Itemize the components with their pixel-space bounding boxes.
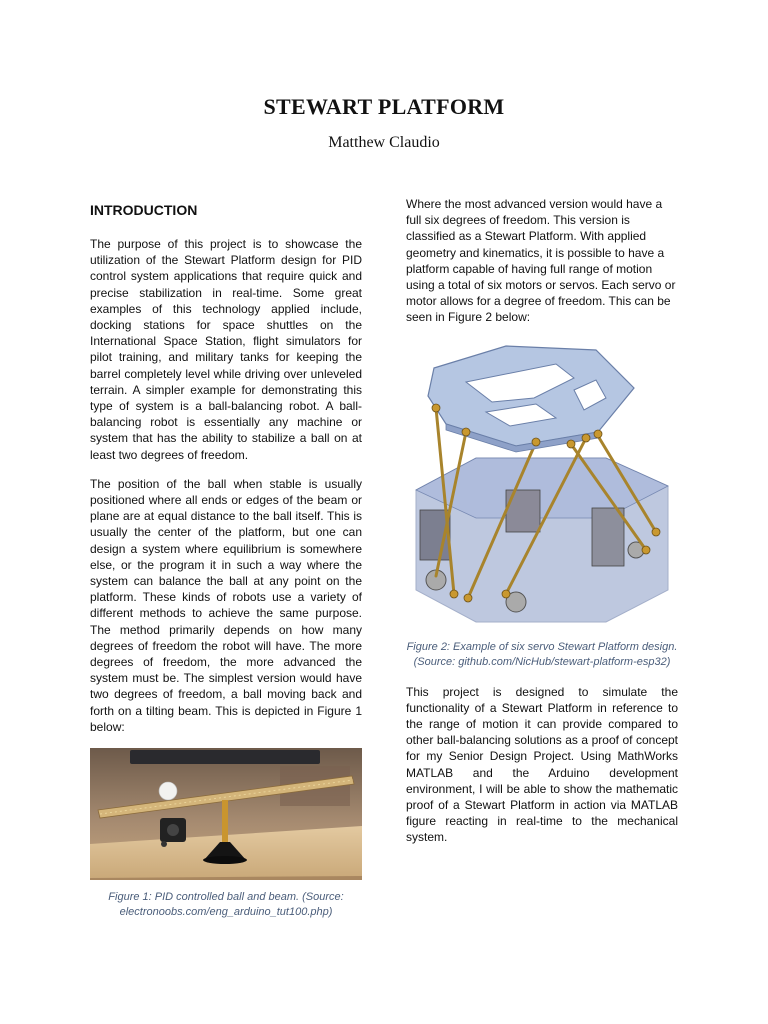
figure-2-stewart-platform-render bbox=[406, 340, 678, 630]
ball-beam-illustration bbox=[90, 748, 362, 880]
section-heading-introduction: INTRODUCTION bbox=[90, 202, 198, 218]
paragraph-right-1: Where the most advanced version would have a full six degrees of freedom. This version is classified as a Stewart Platform. With applied geometry and kinematics, it is possible to have a platform capable of having full range of motion using a total of six motors or servos. Each servo or motor allows for a degree of freedom. This can be seen in Figure 2 below: bbox=[406, 197, 676, 325]
paragraph-right-2: This project is designed to simulate the functionality of a Stewart Platform in reference to the range of motion it can provide compared to other ball-balancing solutions as a proof of concept for my Senior Design Project. Using MathWorks MATLAB and the Arduino development environment, I will be able to show the mathematic proof of a Stewart Platform in action via MATLAB figure reacting in real-time to the mechanical system. bbox=[406, 684, 678, 845]
right-column bbox=[406, 196, 678, 859]
stewart-platform-illustration bbox=[406, 340, 678, 630]
paragraph-intro-1: The purpose of this project is to showcase the utilization of the Stewart Platform design for PID control system applications that require quick and precise stabilization in real-time. Some great examples of this technology applied include, docking stations for space shuttles on the International Space Station, flight simulators for pilot training, and military tanks for keeping the barrel completely level while driving over unleveled terrain. A simpler example for demonstrating this type of system is a ball-balancing robot. A ball-balancing robot is essentially any machine or system that has the ability to stabilize a ball on at least two degrees of freedom. bbox=[90, 237, 362, 462]
figure-1-ball-and-beam-photo bbox=[90, 748, 362, 880]
left-column bbox=[90, 196, 362, 934]
paragraph-intro-2: The position of the ball when stable is usually positioned where all ends or edges of the beam or plane are at equal distance to the ball itself. This is usually the center of the platform, but one can design a system where equilibrium is somewhere else, or the program it in such a way where the system can balance the ball at any point on the platform. These kinds of robots use a variety of different methods to achieve the same purpose. The method primarily depends on how many degrees of freedom the robot will have. The more degrees of freedom, the more advanced the system must be. The simplest version would have two degrees of freedom, a ball moving back and forth on a tilting beam. This is depicted in Figure 1 below: bbox=[90, 476, 362, 734]
paper-title: STEWART PLATFORM bbox=[263, 94, 505, 119]
figure-2-caption: Figure 2: Example of six servo Stewart Platform design. (Source: github.com/NicHub/stewart-platform-esp32) bbox=[406, 640, 678, 668]
author-name: Matthew Claudio bbox=[328, 134, 440, 151]
figure-1-caption: Figure 1: PID controlled ball and beam. (Source: electronoobs.com/eng_arduino_tut100.php) bbox=[108, 891, 344, 919]
